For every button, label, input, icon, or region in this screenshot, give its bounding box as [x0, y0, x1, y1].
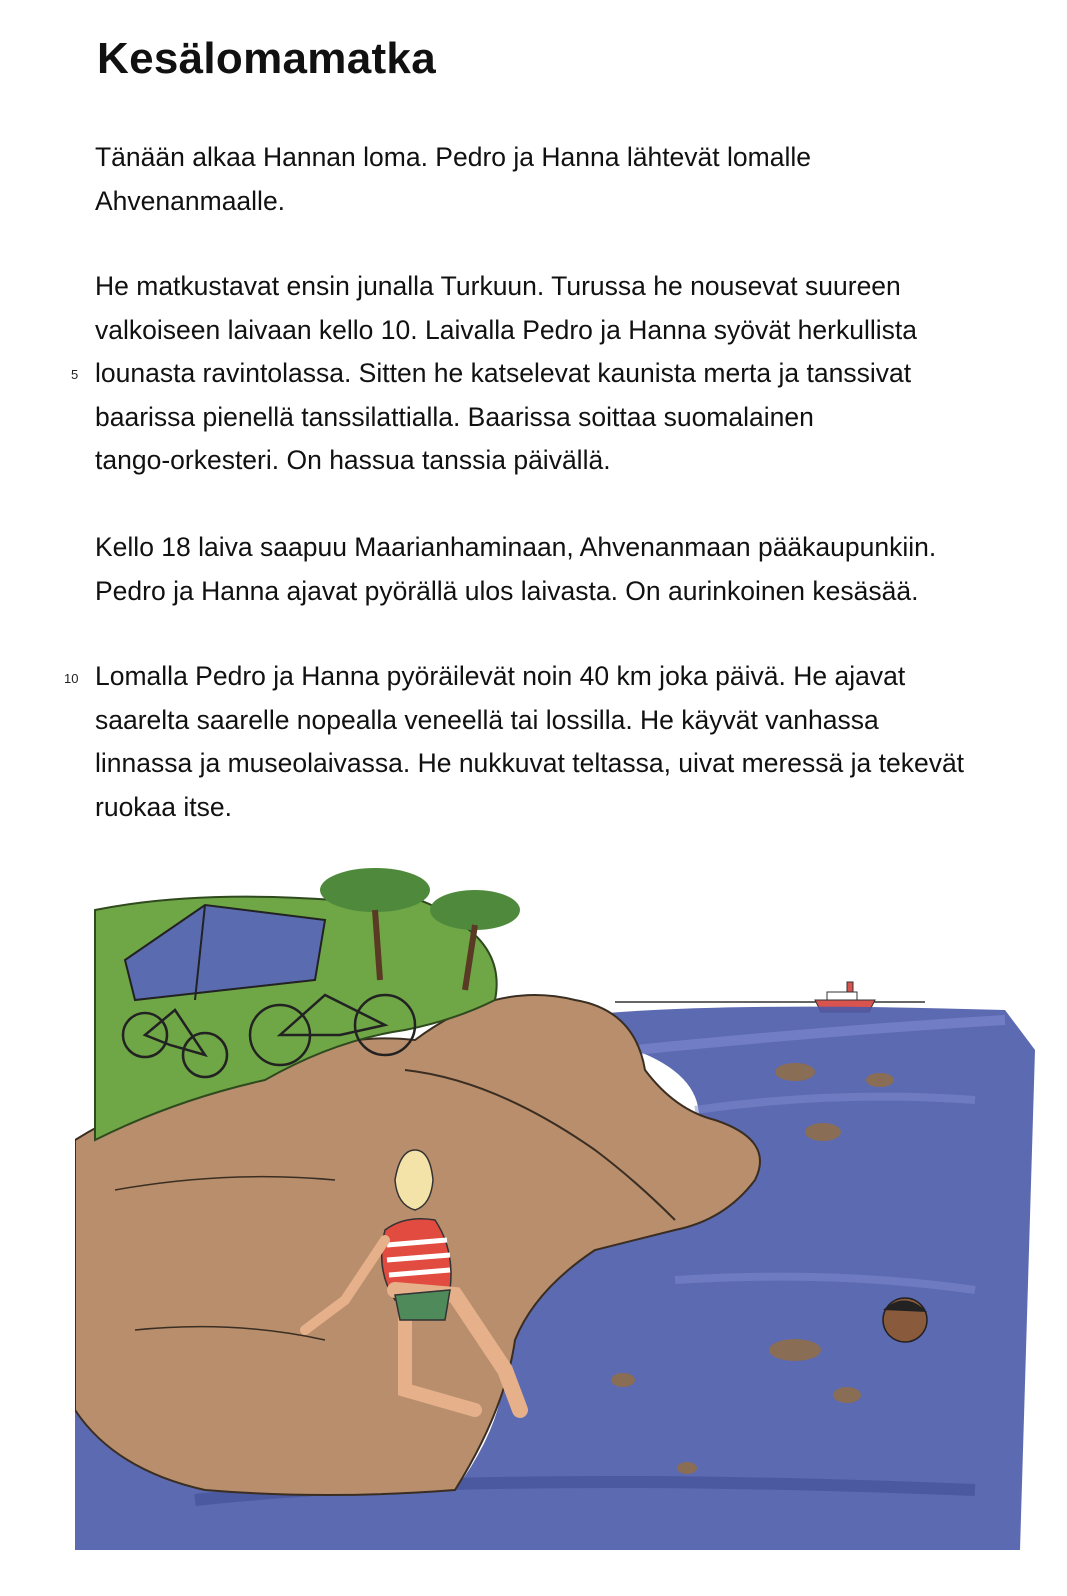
text-line: Ahvenanmaalle. — [95, 185, 286, 216]
text-line: He matkustavat ensin junalla Turkuun. Turussa he nousevat suureen — [95, 271, 901, 301]
text-line: ruokaa itse. — [95, 791, 232, 822]
text-line: baarissa pienellä tanssilattialla. Baarissa soittaa suomalainen — [95, 401, 814, 432]
summer-trip-illustration — [75, 850, 1035, 1550]
swimmer-figure — [883, 1298, 927, 1342]
text-line: saarelta saarelle nopealla veneellä tai lossilla. He käyvät vanhassa — [95, 704, 879, 735]
text-line: Pedro ja Hanna ajavat pyörällä ulos laivasta. On aurinkoinen kesäsää. — [95, 575, 919, 606]
text-line: Tänään alkaa Hannan loma. Pedro ja Hanna lähtevät lomalle — [95, 142, 811, 172]
text-line: Kello 18 laiva saapuu Maarianhaminaan, Ahvenanmaan pääkaupunkiin. — [95, 532, 937, 562]
paragraph-4 — [95, 655, 1025, 829]
text-line: lounasta ravintolassa. Sitten he katselevat kaunista merta ja tanssivat — [95, 358, 912, 388]
line-number-5: 5 — [71, 367, 79, 382]
page-title: Kesälomamatka — [97, 34, 436, 83]
text-line: tango-orkesteri. On hassua tanssia päivällä. — [95, 445, 611, 475]
text-line: valkoiseen laivaan kello 10. Laivalla Pedro ja Hanna syövät herkullista — [95, 314, 917, 345]
paragraph-3 — [95, 526, 1025, 613]
text-line: linnassa ja museolaivassa. He nukkuvat teltassa, uivat meressä ja tekevät — [95, 748, 965, 778]
paragraph-2 — [95, 265, 1025, 483]
paragraph-1 — [95, 136, 1025, 223]
line-number-10: 10 — [64, 671, 79, 686]
text-line: Lomalla Pedro ja Hanna pyöräilevät noin 40 km joka päivä. He ajavat — [95, 661, 906, 691]
